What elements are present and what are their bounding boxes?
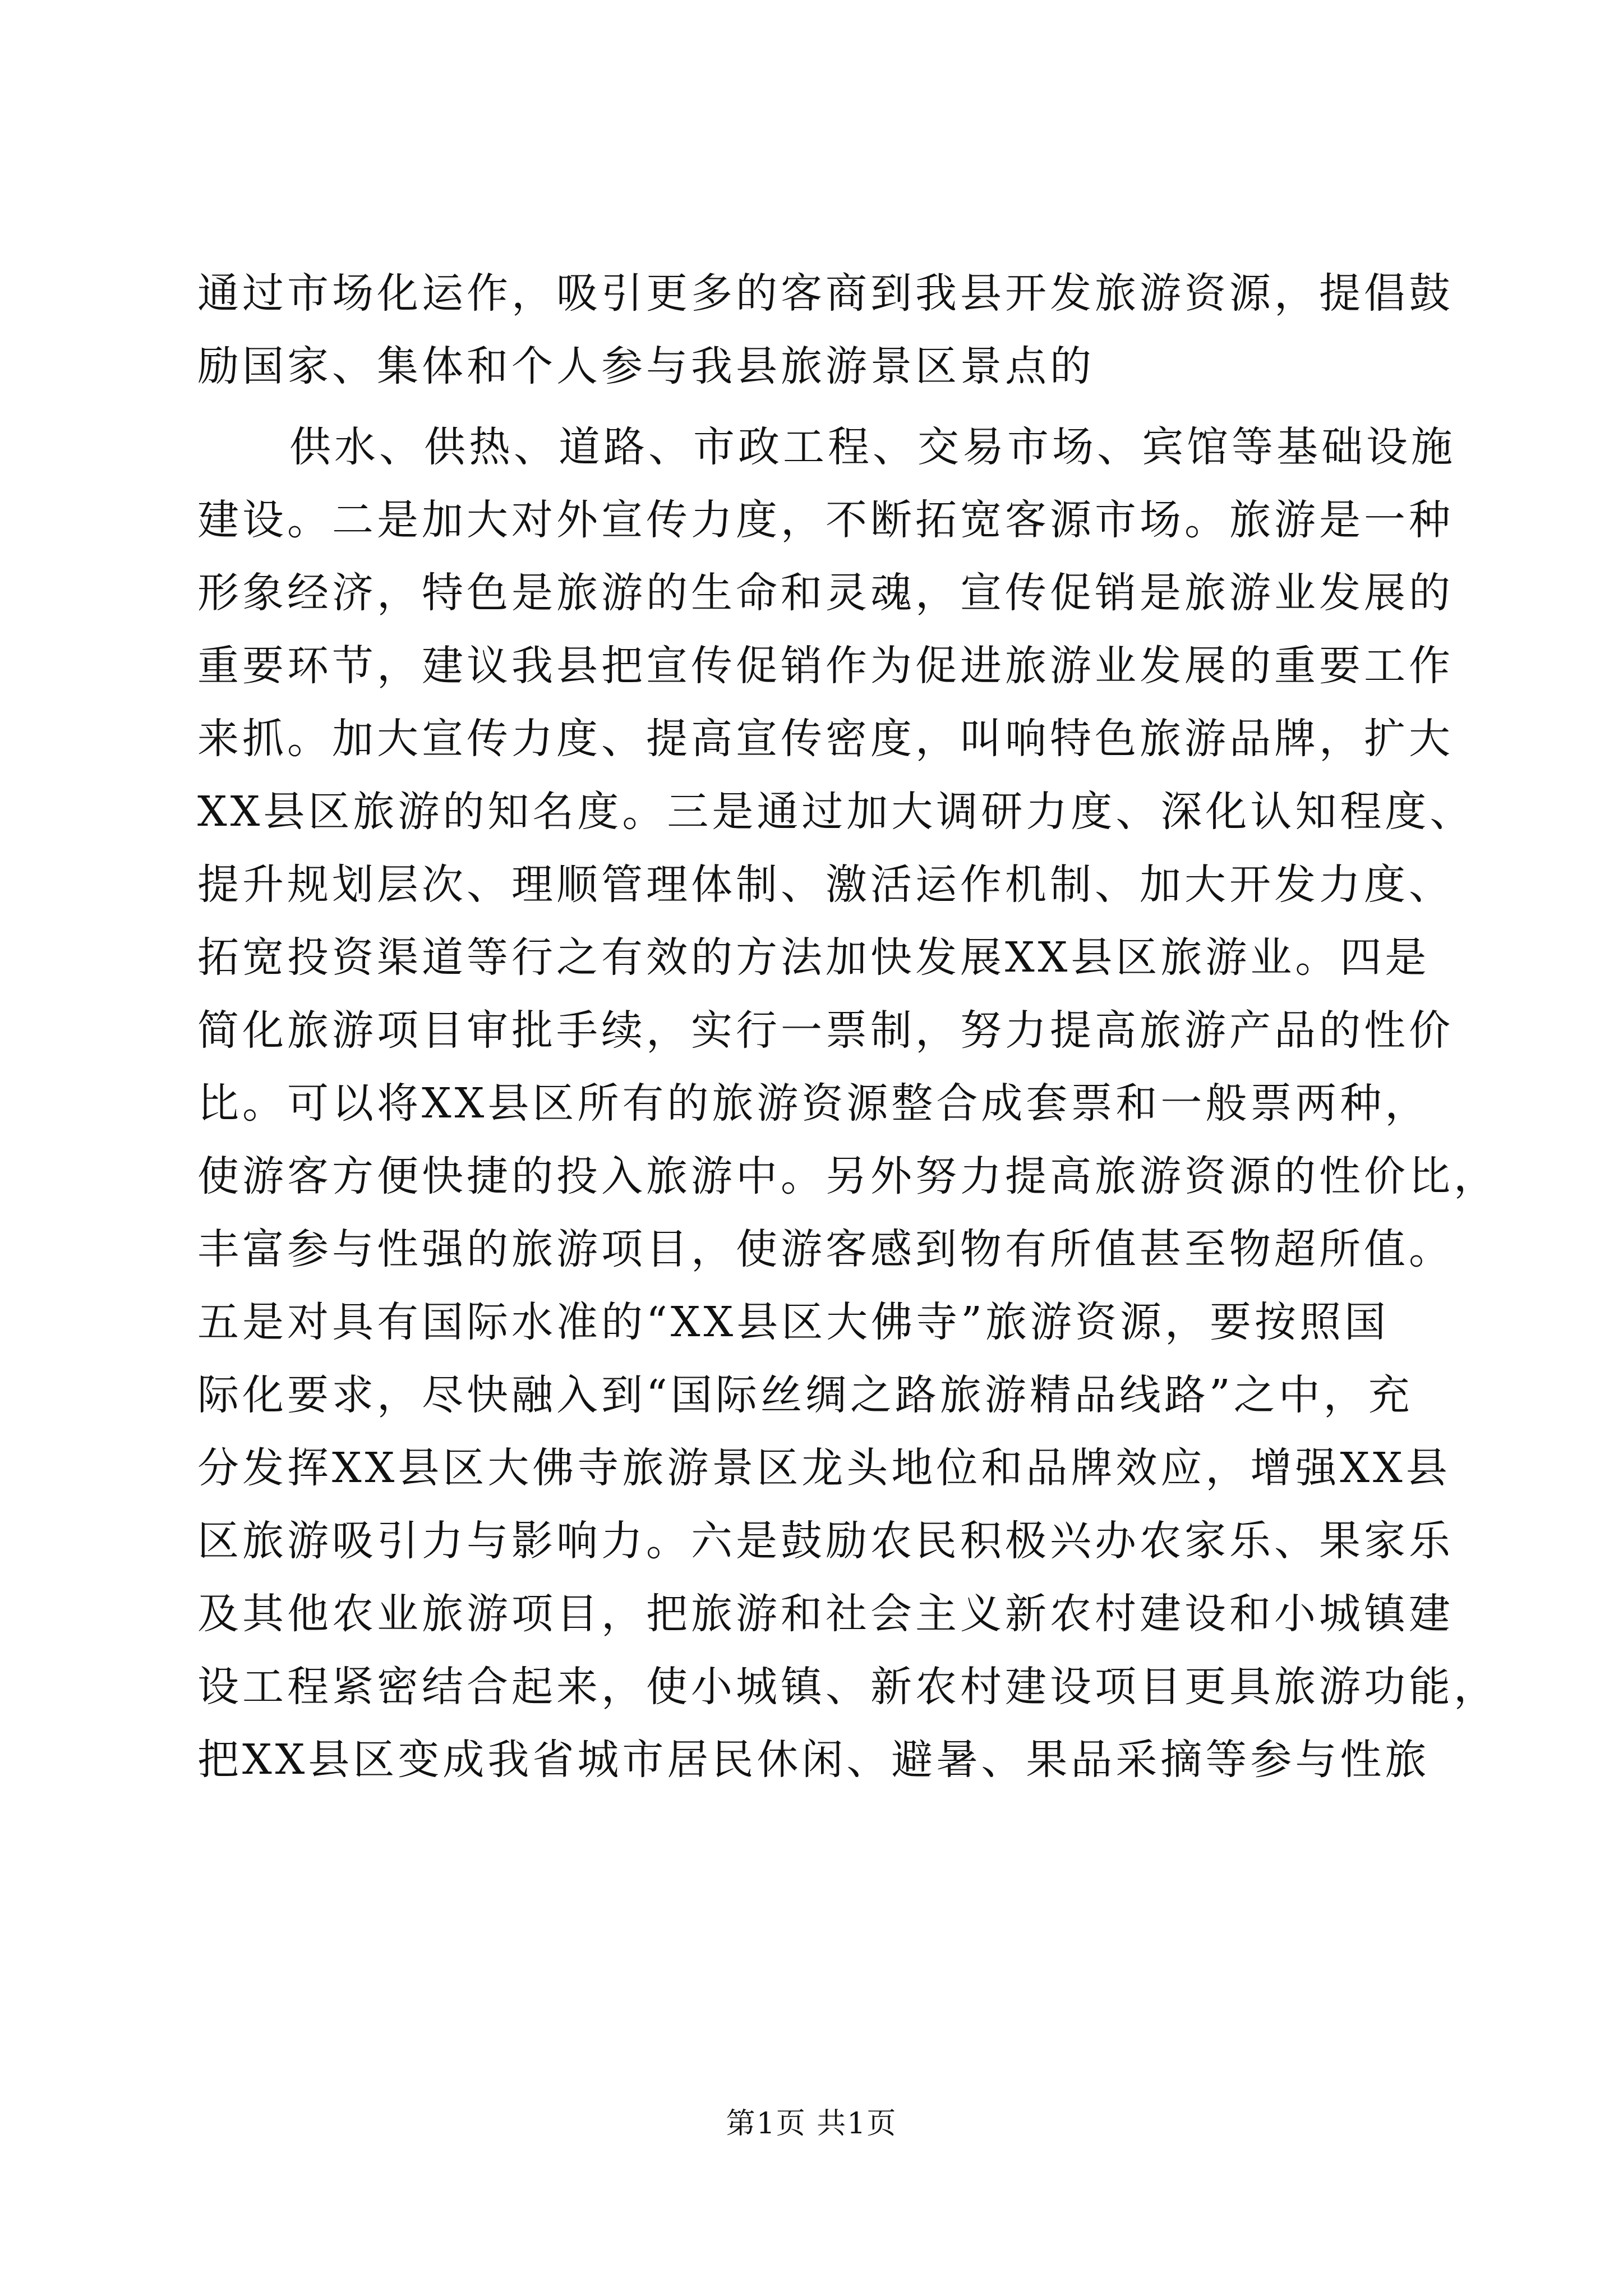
text-line: 使游客方便快捷的投入旅游中。另外努力提高旅游资源的性价比， <box>197 1152 1498 1200</box>
text-line: 分发挥XX县区大佛寺旅游景区龙头地位和品牌效应，增强XX县 <box>197 1444 1451 1492</box>
text-line: 比。可以将XX县区所有的旅游资源整合成套票和一般票两种， <box>197 1079 1430 1128</box>
text-line: 拓宽投资渠道等行之有效的方法加快发展XX县区旅游业。四是 <box>197 933 1430 982</box>
text-line: 区旅游吸引力与影响力。六是鼓励农民积极兴办农家乐、果家乐 <box>197 1517 1454 1565</box>
text-line: 建设。二是加大对外宣传力度，不断拓宽客源市场。旅游是一种 <box>197 496 1454 544</box>
text-line: XX县区旅游的知名度。三是通过加大调研力度、深化认知程度、 <box>197 788 1475 836</box>
text-line: 提升规划层次、理顺管理体制、激活运作机制、加大开发力度、 <box>197 861 1454 909</box>
text-line: 际化要求，尽快融入到“国际丝绸之路旅游精品线路”之中，充 <box>197 1371 1413 1419</box>
body-text <box>197 257 1498 1796</box>
text-line: 把XX县区变成我省城市居民休闲、避暑、果品采摘等参与性旅 <box>197 1736 1430 1784</box>
text-line: 五是对具有国际水准的“XX县区大佛寺”旅游资源，要按照国 <box>197 1298 1390 1346</box>
text-line: 通过市场化运作，吸引更多的客商到我县开发旅游资源，提倡鼓 <box>197 269 1454 318</box>
text-line: 重要环节，建议我县把宣传促销作为促进旅游业发展的重要工作 <box>197 642 1454 690</box>
text-line: 丰富参与性强的旅游项目，使游客感到物有所值甚至物超所值。 <box>197 1225 1454 1273</box>
text-line: 供水、供热、道路、市政工程、交易市场、宾馆等基础设施 <box>289 423 1456 471</box>
text-line: 设工程紧密结合起来，使小城镇、新农村建设项目更具旅游功能， <box>197 1663 1498 1711</box>
text-line: 励国家、集体和个人参与我县旅游景区景点的 <box>197 342 1095 390</box>
page-footer: 第1页 共1页 <box>726 2107 897 2141</box>
paragraph-gap <box>197 403 1431 411</box>
text-line: 及其他农业旅游项目，把旅游和社会主义新农村建设和小城镇建 <box>197 1590 1454 1638</box>
text-line: 形象经济，特色是旅游的生命和灵魂，宣传促销是旅游业发展的 <box>197 569 1454 617</box>
text-line: 简化旅游项目审批手续，实行一票制，努力提高旅游产品的性价 <box>197 1006 1454 1055</box>
text-line: 来抓。加大宣传力度、提高宣传密度，叫响特色旅游品牌，扩大 <box>197 715 1454 763</box>
